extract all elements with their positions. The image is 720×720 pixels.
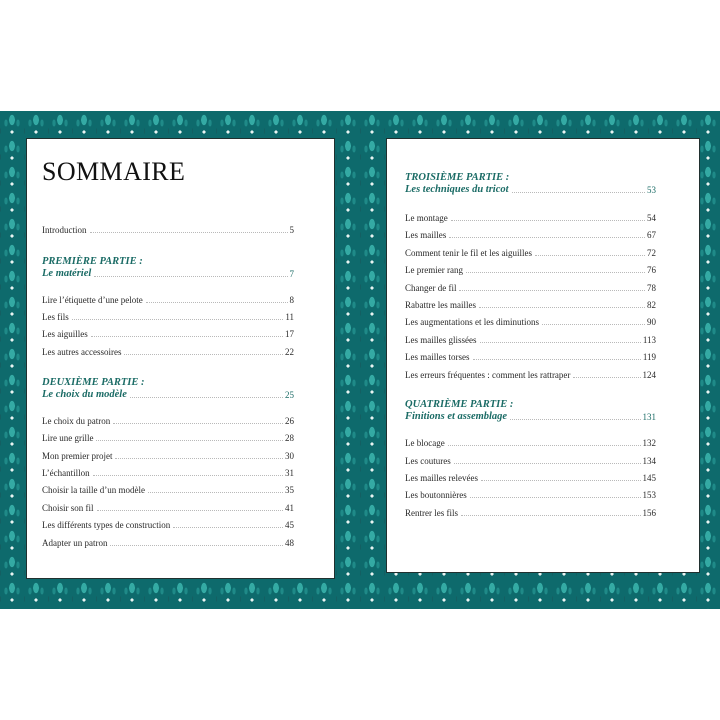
dot-leader <box>173 527 283 528</box>
dot-leader <box>459 290 645 291</box>
entry-page: 132 <box>642 438 656 448</box>
dot-leader <box>130 397 283 398</box>
entry-label: Les mailles relevées <box>405 473 478 483</box>
entry-label: Le premier rang <box>405 265 463 275</box>
toc-entry[interactable] <box>42 328 294 340</box>
entry-page: 72 <box>647 248 656 258</box>
entry-label: Les aiguilles <box>42 329 88 339</box>
entry-page: 124 <box>642 370 656 380</box>
part-title: DEUXIÈME PARTIE : <box>42 377 145 388</box>
entry-label: Choisir son fil <box>42 503 94 513</box>
dot-leader <box>97 510 283 511</box>
part-subtitle: Finitions et assemblage <box>405 411 508 422</box>
toc-entry[interactable] <box>42 450 294 462</box>
toc-entry[interactable] <box>405 455 656 467</box>
left-page <box>30 142 331 575</box>
part-heading-4[interactable] <box>405 399 656 423</box>
toc-entry[interactable] <box>42 432 294 444</box>
dot-leader <box>90 232 288 233</box>
entry-label: Les fils <box>42 312 69 322</box>
entry-label: Les différents types de construction <box>42 520 171 530</box>
toc-entry-introduction[interactable] <box>42 224 294 236</box>
entry-page: 54 <box>647 213 656 223</box>
toc-entry[interactable] <box>42 467 294 479</box>
entry-page: 31 <box>285 468 294 478</box>
entry-page: 5 <box>289 225 294 235</box>
part-heading-1[interactable] <box>42 256 294 280</box>
dot-leader <box>146 302 288 303</box>
entry-label: Rentrer les fils <box>405 508 458 518</box>
entry-label: Changer de fil <box>405 283 457 293</box>
entry-label: Lire une grille <box>42 433 94 443</box>
entry-label: Le choix du patron <box>42 416 111 426</box>
part-title: PREMIÈRE PARTIE : <box>42 256 143 267</box>
entry-label: Lire l’étiquette d’une pelote <box>42 295 143 305</box>
entry-label: Les mailles glissées <box>405 335 477 345</box>
part-subtitle: Le choix du modèle <box>42 389 127 400</box>
toc-entry[interactable] <box>405 489 656 501</box>
entry-label: Les boutonnières <box>405 490 467 500</box>
dot-leader <box>470 497 641 498</box>
entry-page: 17 <box>285 329 294 339</box>
dot-leader <box>110 545 283 546</box>
entry-label: Introduction <box>42 225 87 235</box>
toc-entry[interactable] <box>405 316 656 328</box>
entry-page: 76 <box>647 265 656 275</box>
entry-label: L’échantillon <box>42 468 90 478</box>
dot-leader <box>473 359 641 360</box>
toc-entry[interactable] <box>405 507 656 519</box>
entry-label: Les mailles torses <box>405 352 470 362</box>
part-page: 25 <box>285 390 294 400</box>
dot-leader <box>148 492 283 493</box>
dot-leader <box>91 336 283 337</box>
page-title: SOMMAIRE <box>42 157 186 186</box>
toc-entry[interactable] <box>405 472 656 484</box>
toc-entry[interactable] <box>405 229 656 241</box>
part-heading-3[interactable] <box>405 172 656 196</box>
dot-leader <box>454 463 641 464</box>
entry-label: Choisir la taille d’un modèle <box>42 485 145 495</box>
dot-leader <box>535 255 645 256</box>
toc-entry[interactable] <box>42 537 294 549</box>
entry-page: 67 <box>647 230 656 240</box>
entry-page: 28 <box>285 433 294 443</box>
dot-leader <box>115 458 283 459</box>
entry-label: Les erreurs fréquentes : comment les rattraper <box>405 370 571 380</box>
entry-page: 90 <box>647 317 656 327</box>
entry-page: 30 <box>285 451 294 461</box>
entry-page: 35 <box>285 485 294 495</box>
toc-entry[interactable] <box>405 369 656 381</box>
dot-leader <box>461 515 641 516</box>
part-page: 7 <box>289 269 294 279</box>
part-subtitle: Le matériel <box>42 268 92 279</box>
entry-label: Les augmentations et les diminutions <box>405 317 539 327</box>
entry-page: 156 <box>642 508 656 518</box>
part-subtitle: Les techniques du tricot <box>405 184 509 195</box>
entry-label: Le montage <box>405 213 448 223</box>
toc-entry[interactable] <box>42 519 294 531</box>
entry-page: 78 <box>647 283 656 293</box>
dot-leader <box>479 307 645 308</box>
entry-page: 134 <box>642 456 656 466</box>
dot-leader <box>448 445 641 446</box>
entry-label: Les mailles <box>405 230 447 240</box>
part-page: 53 <box>647 185 656 195</box>
part-heading-2[interactable] <box>42 377 294 401</box>
dot-leader <box>94 276 287 277</box>
entry-page: 26 <box>285 416 294 426</box>
entry-label: Les autres accessoires <box>42 347 122 357</box>
dot-leader <box>466 272 645 273</box>
entry-page: 145 <box>642 473 656 483</box>
toc-entry[interactable] <box>42 484 294 496</box>
entry-page: 8 <box>289 295 294 305</box>
entry-label: Rabattre les mailles <box>405 300 476 310</box>
dot-leader <box>72 319 284 320</box>
dot-leader <box>510 419 640 420</box>
dot-leader <box>573 377 640 378</box>
toc-entry[interactable] <box>42 311 294 323</box>
dot-leader <box>93 475 283 476</box>
toc-entry[interactable] <box>42 502 294 514</box>
part-title: TROISIÈME PARTIE : <box>405 172 510 183</box>
dot-leader <box>512 192 645 193</box>
dot-leader <box>113 423 283 424</box>
entry-page: 48 <box>285 538 294 548</box>
toc-entry[interactable] <box>405 247 656 259</box>
entry-label: Adapter un patron <box>42 538 108 548</box>
toc-entry[interactable] <box>42 346 294 358</box>
toc-entry[interactable] <box>405 351 656 363</box>
entry-page: 22 <box>285 347 294 357</box>
entry-page: 45 <box>285 520 294 530</box>
toc-entry[interactable] <box>405 282 656 294</box>
dot-leader <box>542 324 645 325</box>
entry-page: 11 <box>285 312 294 322</box>
dot-leader <box>449 237 645 238</box>
entry-page: 113 <box>642 335 656 345</box>
entry-page: 41 <box>285 503 294 513</box>
toc-entry[interactable] <box>42 415 294 427</box>
entry-label: Comment tenir le fil et les aiguilles <box>405 248 532 258</box>
entry-page: 119 <box>642 352 656 362</box>
entry-label: Mon premier projet <box>42 451 113 461</box>
part-page: 131 <box>642 412 656 422</box>
toc-entry[interactable] <box>405 264 656 276</box>
toc-entry[interactable] <box>405 299 656 311</box>
dot-leader <box>96 440 283 441</box>
toc-entry[interactable] <box>42 294 294 306</box>
part-title: QUATRIÈME PARTIE : <box>405 399 514 410</box>
entry-page: 153 <box>642 490 656 500</box>
dot-leader <box>124 354 283 355</box>
right-page <box>390 142 696 569</box>
toc-entry[interactable] <box>405 334 656 346</box>
entry-label: Les coutures <box>405 456 451 466</box>
entry-label: Le blocage <box>405 438 445 448</box>
dot-leader <box>480 342 641 343</box>
toc-entry[interactable] <box>405 212 656 224</box>
dot-leader <box>481 480 641 481</box>
toc-entry[interactable] <box>405 437 656 449</box>
dot-leader <box>451 220 645 221</box>
entry-page: 82 <box>647 300 656 310</box>
